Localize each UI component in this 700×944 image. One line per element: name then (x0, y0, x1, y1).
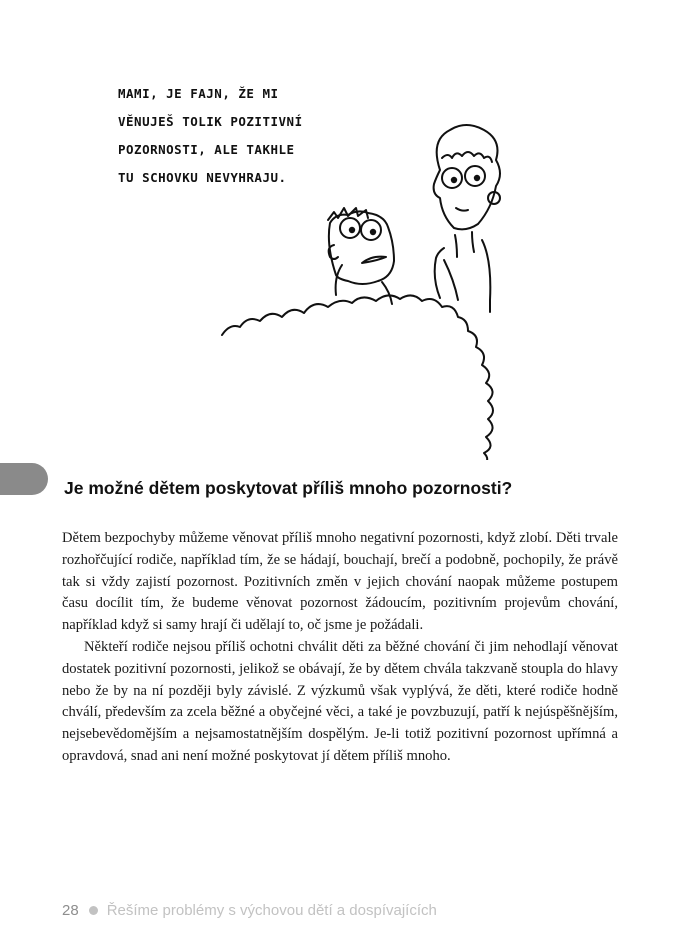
mother-collar (444, 260, 458, 300)
bullet-dot-icon (89, 906, 98, 915)
boy-pupil-right (370, 229, 376, 235)
speech-line: VĚNUJEŠ TOLIK POZITIVNÍ (118, 114, 303, 129)
hill-outline (222, 295, 493, 460)
speech-caption (118, 80, 368, 192)
page-footer (62, 902, 437, 919)
mother-neck (455, 232, 474, 257)
mother-hair (442, 152, 492, 162)
section-title: Je možné dětem poskytovat příliš mnoho pozornosti? (64, 478, 513, 498)
paragraph: Dětem bezpochyby můžeme věnovat příliš mnoho negativní pozornosti, když zlobí. Děti trvale rozhořčující rodiče, například tím, že se hádají, bouchají, brečí a podobně, pochopily, že právě tak si vždy zajistí pozornost. Pozitivních změn v jejich chování naopak můžeme postupem času docílit tím, že budeme věnovat pozornost žádoucím, pozitivním projevům chování, například když si samy hrají či udělají to, oč jsme je požádali. (62, 530, 618, 634)
mother-head (434, 125, 500, 229)
paragraph: Někteří rodiče nejsou příliš ochotni chválit děti za běžné chování či jim nehodlají věnovat dostatek pozitivní pozornosti, jelikož se obávají, že by dětem chvála takzvaně stoupla do hlavy nebo že by na ní později byly závislé. Z výzkumů však vyplývá, že děti, které rodiče hodně chválí, především za zcela běžné a obyčejné věci, a také je povzbuzují, patří k nejúspěšnějším, nejsebevědomějším a nejsamostatnějším dospělým. Je-li totiž pozitivní pozornost upřímná a opravdová, snad ani není možné poskytovat jí dětem příliš mnoho. (62, 638, 618, 764)
mother-mouth (456, 208, 468, 211)
speech-line: POZORNOSTI, ALE TAKHLE (118, 142, 295, 157)
speech-line: MAMI, JE FAJN, ŽE MI (118, 86, 279, 101)
boy-mouth (362, 257, 386, 263)
speech-line: TU SCHOVKU NEVYHRAJU. (118, 170, 287, 185)
page-number: 28 (62, 902, 79, 919)
section-tab-marker (0, 463, 48, 495)
book-title: Řešíme problémy s výchovou dětí a dospívajících (106, 902, 437, 919)
mother-pupil-left (451, 177, 457, 183)
mother-pupil-right (474, 175, 480, 181)
mother-body (435, 240, 491, 312)
boy-pupil-left (349, 227, 355, 233)
body-text (62, 528, 618, 768)
